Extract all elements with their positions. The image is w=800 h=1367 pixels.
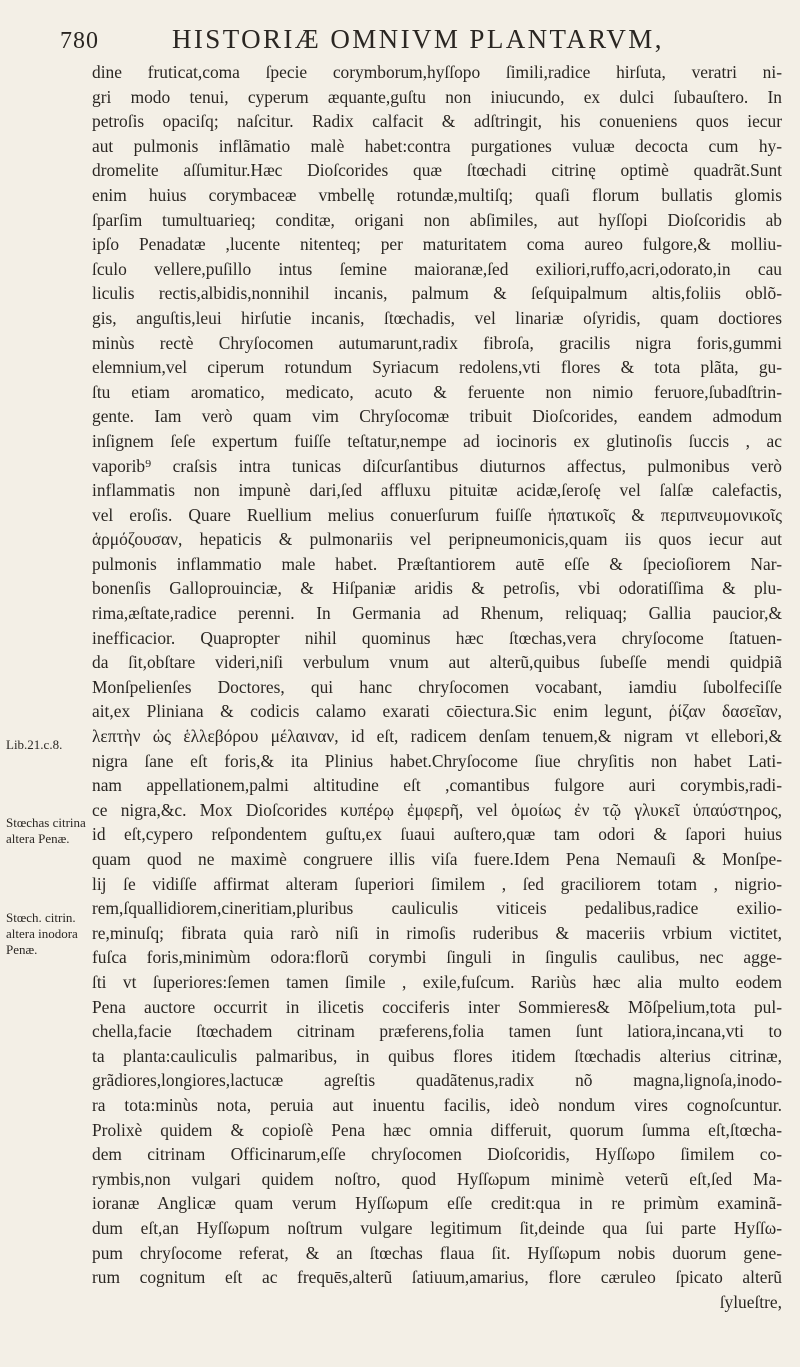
text-line: gis, anguſtis,leui hirſutie incanis, ſtœchadis, vel linariæ oſyridis, quam doctiores	[92, 307, 782, 328]
text-line: ait,ex Pliniana & codicis calamo exarati cōiectura.Sic enim legunt, ῥίζαν δασεῖαν,	[92, 701, 782, 722]
text-line: ta planta:cauliculis palmaribus, in quibus flores itidem ſtœchadis alterius citrinæ,	[92, 1045, 782, 1066]
text-line: dum eſt,an Hyſſωpum noſtrum vulgare legitimum ſit,deinde qua ſui parte Hyſſω-	[92, 1217, 782, 1238]
text-line: da ſit,obſtare videri,niſi verbulum vnum aut alterũ,quibus ſubeſſe mendi quidpiã	[92, 652, 782, 673]
text-line: chella,facie ſtœchadem citrinam præferens,folia tamen ſunt latiora,incana,vti to	[92, 1021, 782, 1042]
text-line: ce nigra,&c. Mox Dioſcorides κυπέρῳ ἐμφερῆ, vel ὁμοίως ἐν τῷ γλυκεῖ ὑπαύστηρος,	[92, 799, 782, 820]
text-line: gri modo tenui, cyperum æquante,guſtu non iniucundo, ex dulci ſubauſtero. In	[92, 86, 782, 107]
text-line: ἁρμόζουσαν, hepaticis & pulmonariis vel peripneumonicis,quam iis quos iecur aut	[92, 529, 782, 550]
text-line: ſylueſtre,	[719, 1291, 782, 1312]
text-line: id eſt,cypero reſpondentem guſtu,ex ſuaui auſtero,quæ tam odori & ſapori huius	[92, 824, 782, 845]
text-line: liculis rectis,albidis,nonnihil incanis, palmum & ſeſquipalmum altis,foliis oblõ-	[92, 283, 782, 304]
text-line: nam appellationem,palmi altitudine eſt ,comantibus fulgore auri corymbis,radi-	[92, 775, 782, 796]
text-line: ſtu etiam aromatico, medicato, acuto & feruente non nimio feruore,ſubadſtrin-	[92, 381, 782, 402]
text-line: ſculo vellere,puſillo intus ſemine maioranæ,ſed exiliori,ruffo,acri,odorato,in cau	[92, 258, 782, 279]
margin-note-reference: Lib.21.c.8.	[6, 737, 63, 752]
running-title: HISTORIÆ OMNIVM PLANTARVM,	[172, 24, 664, 54]
text-line: pulmonis inflammatio male habet. Præſtantiorem autē eſſe & ſpecioſiorem Nar-	[92, 553, 782, 574]
text-line: ioranæ Anglicæ quam verum Hyſſωpum eſſe credit:qua in re primùm examinã-	[92, 1193, 782, 1214]
text-line: vel eroſis. Quare Ruellium melius conuerſurum fuiſſe ἡπατικοῖς & περιπνευμονικοῖς	[92, 504, 782, 525]
text-line: aut pulmonis inflãmatio malè habet:contra purgationes vuluæ decocta cum hy-	[92, 135, 782, 156]
text-line: lij ſe vidiſſe affirmat alteram ſuperiori ſimilem , ſed graciliorem totam , nigrio-	[92, 873, 782, 894]
margin-note-stoechas-altera: Stœchas citrina altera Penæ.	[6, 815, 86, 846]
margin-note-stoechas-inodora: Stœch. citrin. altera inodora Penæ.	[6, 910, 78, 957]
text-line: ra tota:minùs nota, peruia aut inuentu facilis, ideò nondum vires cognoſcuntur.	[92, 1094, 782, 1115]
page-header	[60, 22, 770, 62]
text-line: elemnium,vel ciperum rotundum Syriacum redolens,vti flores & tota plãta, gu-	[92, 357, 782, 378]
page-number: 780	[60, 28, 99, 54]
text-line: vaporib⁹ craſsis intra tunicas diſcurſantibus diuturnos affectus, pulmonibus verò	[92, 455, 782, 476]
text-line: gente. Iam verò quam vim Chryſocomæ tribuit Dioſcorides, eandem admodum	[92, 406, 782, 427]
text-line: inſignem ſeſe expertum fuiſſe teſtatur,nempe ad iocinoris ex glutinoſis ſuccis , ac	[92, 430, 782, 451]
text-line: rum cognitum eſt ac frequēs,alterũ ſatiuum,amarius, flore cæruleo ſpicato alterũ	[92, 1267, 782, 1288]
text-line: dine fruticat,coma ſpecie corymborum,hyſſopo ſimili,radice hirſuta, veratri ni-	[92, 62, 782, 82]
text-line: rymbis,non vulgari quidem noſtro, quod Hyſſωpum minimè veterũ eſt,ſed Ma-	[92, 1168, 782, 1189]
text-line: inflammatis non impunè dari,ſed affluxu pituitæ acidæ,ſeroſę vel ſalſæ calefactis,	[92, 480, 782, 501]
text-line: ſparſim tumultuarieq; conditæ, origani non abſimiles, aut hyſſopi Dioſcoridis ab	[92, 209, 782, 230]
text-line: grãdiores,longiores,lactucæ agreſtis quadãtenus,radix nõ magna,lignoſa,inodo-	[92, 1070, 782, 1091]
text-line: nigra ſane eſt foris,& ita Plinius habet.Chryſocome ſiue chryſitis non habet Lati-	[92, 750, 782, 771]
body-text	[92, 60, 782, 1314]
text-line: dromelite aſſumitur.Hæc Dioſcorides quæ ſtœchadi citrinę optimè quadrãt.Sunt	[92, 160, 782, 181]
text-line: fuſca foris,minimùm odora:florũ corymbi ſinguli in ſingulis caulibus, nec agge-	[92, 947, 782, 968]
text-line: rima,æſtate,radice perenni. In Germania ad Rhenum, reliquaq; Gallia paucior,&	[92, 603, 782, 624]
text-line: re,minuſq; fibrata quia rarò niſi in rimoſis ruderibus & maceriis vrbium victitet,	[92, 922, 782, 943]
text-line: enim huius corymbaceæ vmbellę rotundæ,multiſq; quaſi florum bullatis glomis	[92, 184, 782, 205]
text-line: rem,ſquallidiorem,cineritiam,pluribus cauliculis viticeis pedalibus,radice exilio-	[92, 898, 782, 919]
text-line: dem citrinam Officinarum,eſſe chryſocomen Dioſcoridis, Hyſſωpo ſimilem co-	[92, 1144, 782, 1165]
text-line: ſti vt ſuperiores:ſemen tamen ſimile , exile,fuſcum. Rariùs hæc alia multo eodem	[92, 971, 782, 992]
text-line: Prolixè quidem & copioſè Pena hæc omnia differuit, quorum ſumma eſt,ſtœcha-	[92, 1119, 782, 1140]
text-line: quam quod ne maximè congruere illis viſa fuere.Idem Pena Nemauſi & Monſpe-	[92, 849, 782, 869]
text-line: Monſpelienſes Doctores, qui hanc chryſocomen vocabant, iamdiu ſubolfeciſſe	[92, 676, 782, 697]
text-line: ipſo Penadatæ ,lucente nitenteq; per maturitatem coma aureo fulgore,& molliu-	[92, 234, 782, 255]
text-line: bonenſis Galloprouinciæ, & Hiſpaniæ aridis & petroſis, vbi odoratiſſima & plu-	[92, 578, 782, 599]
text-line: inefficacior. Quapropter nihil quominus hæc ſtœchas,vera chryſocome ſtatuen-	[92, 627, 782, 648]
text-line: Pena auctore occurrit in ilicetis cocciferis inter Sommieres& Mõſpelium,tota pul-	[92, 996, 782, 1017]
text-line: pum chryſocome referat, & an ſtœchas flaua ſit. Hyſſωpum nobis duorum gene-	[92, 1242, 782, 1263]
text-line: λεπτὴν ὡς ἑλλεβόρου μέλαιναν, id eſt, radicem denſam tenuem,& nigram vt ellebori,&	[92, 726, 782, 747]
text-line: minùs rectè Chryſocomen autumarunt,radix fibroſa, gracilis nigra foris,gummi	[92, 332, 782, 353]
text-line: petroſis opaciſq; naſcitur. Radix calfacit & adſtringit, his conueniens quos iecur	[92, 111, 782, 132]
